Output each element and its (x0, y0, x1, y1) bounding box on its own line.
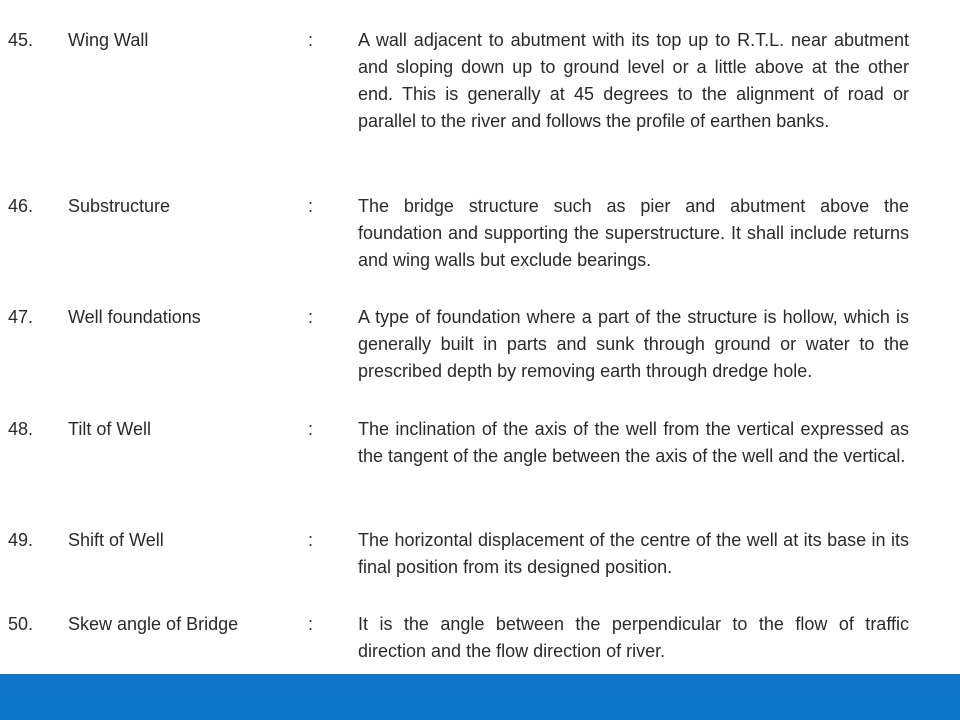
entry-term: Tilt of Well (68, 419, 152, 439)
entry-number: 48. (8, 419, 34, 439)
footer-bar (0, 674, 960, 720)
entry-term: Shift of Well (68, 530, 164, 550)
entry-separator: : (308, 196, 314, 216)
entry-definition: The inclination of the axis of the well from the vertical expressed as the tangent of the angle between the axis of the well and the vertical. (358, 419, 909, 466)
entry-number: 46. (8, 196, 34, 216)
entry-separator: : (308, 30, 314, 50)
entry-separator: : (308, 530, 314, 550)
entry-number: 49. (8, 530, 34, 550)
entry-definition: It is the angle between the perpendicular to the flow of traffic direction and the flow direction of river. (358, 614, 909, 661)
entry-number: 45. (8, 30, 34, 50)
entry-number: 50. (8, 614, 34, 634)
entry-term: Substructure (68, 196, 171, 216)
entry-term: Well foundations (68, 307, 201, 327)
entry-definition: The horizontal displacement of the centre of the well at its base in its final position from its designed position. (358, 530, 909, 577)
entry-definition: A wall adjacent to abutment with its top up to R.T.L. near abutment and sloping down up to ground level or a little above at the other end. This is generally at 45 degrees to the alignment of road or parallel to the river and follows the profile of earthen banks. (358, 30, 909, 131)
entry-term: Skew angle of Bridge (68, 614, 239, 634)
entry-separator: : (308, 307, 314, 327)
entry-number: 47. (8, 307, 34, 327)
entry-separator: : (308, 614, 314, 634)
entry-definition: The bridge structure such as pier and abutment above the foundation and supporting the superstructure. It shall include returns and wing walls but exclude bearings. (358, 196, 909, 270)
entry-definition: A type of foundation where a part of the structure is hollow, which is generally built in parts and sunk through ground or water to the prescribed depth by removing earth through dredge hole. (358, 307, 909, 381)
entry-separator: : (308, 419, 314, 439)
entry-term: Wing Wall (68, 30, 149, 50)
